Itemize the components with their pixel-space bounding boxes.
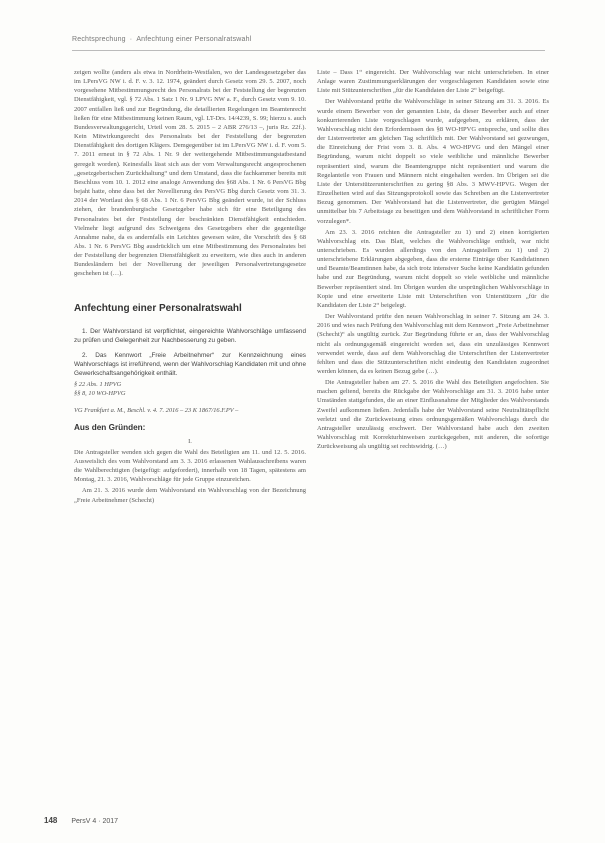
header-section: Rechtsprechung xyxy=(72,36,126,43)
body-paragraph: Der Wahlvorstand prüfte die Wahlvorschläge in seiner Sitzung am 31. 3. 2016. Es wurde einem Bewerber von der genannten Liste, da dieser Bewerber auch auf einer konkurrierenden Liste vorgeschlagen wurde, aufgegeben, zu erklären, dass der Wahlvorschlag nicht den Erfordernissen des §8 WO-HPVG entspreche, und sollte dies der Listenvertreter am gleichen Tag schriftlich mit. Der Wahlvorstand sei gezwungen, die Einreichung der Frist vom 3. 8. Abs. 4 WO-HPVG und den Mängel einer Begründung, warum nicht doppelt so viele weibliche und männliche Bewerber repräsentiert sind, warum die Beamtengruppe nicht repräsentiert und warum die Regelanteile von Frauen und Männern nicht eingehalten werden. Im Übrigen sei die Liste der Unterstützerunterschriften zu gering §8 Abs. 3 MWV-HPVG. Wegen der Einzelheiten wird auf das Sitzungsprotokoll sowie das Schreiben an die Listenvertreter Bezug genommen. Der Wahlvorstand hat die Listenvertreter, die gerügten Mängel unmittelbar bis 7 Arbeitstage zu beseitigen und dem Wahlvorstand in schriftlicher Form vorzulegen*. xyxy=(317,98,549,225)
court-citation: VG Frankfurt a. M., Beschl. v. 4. 7. 2016 – 23 K 1867/16.F.PV – xyxy=(74,406,239,414)
guideline-2: 2. Das Kennwort „Freie Arbeitnehmer“ zur Kennzeichnung eines Wahlvorschlags ist irreführend, wenn der Wahlvorschlag Kandidaten mit und ohne Gewerkschaftsangehörigkeit enthält. xyxy=(74,351,306,377)
header-rule xyxy=(72,50,545,51)
journal-name: PersV 4 · 2017 xyxy=(71,818,119,825)
body-paragraph: zeigen wollte (anders als etwa in Nordrhein-Westfalen, wo der Landesgesetzgeber das im LPersVG NW i. d. F. v. 3. 12. 1974, geändert durch Gesetz vom 29. 5. 2007, noch vorgesehene Mitbestimmungsrecht des Personalrats bei der Feststellung der begrenzten Dienstfähigkeit, vgl. § 72 Abs. 1 Satz 1 Nr. 9 LPVG NW a. F., durch Gesetz vom 9. 10. 2007 entfallen ließ und zur Begründung, die detaillierten Regelungen im Beamtenrecht ließen für eine Mitbestimmung keinen Raum, vgl. LT-Drs. 14/4239, S. 99; hierzu s. auch Bundesverwaltungsgericht, Urteil vom 28. 5. 2015 – 2 ABR 276/13 –, juris Rz. 22f.). Kein Mitwirkungsrecht des Personalrats bei der Feststellung der begrenzten Dienstfähigkeit des dortigen Klägers. Demgegenüber ist im LPersVG NW i. d. F. vom 5. 7. 2011 erneut in § 72 Abs. 1 Nr. 9 der weitergehende Mitbestimmungstatbestand geregelt worden). Keinesfalls lässt sich aus der vom Verwaltungsrecht angesprochenen „gesetzgeberischen Zurückhaltung“ und dem Umstand, dass die fachkammer bereits mit Beschluss vom 10. 1. 2012 eine analoge Anwendung des §68 Abs. 1 Nr. 6 PersVG Bbg bejaht hatte, ohne dass bei der Novellierung des PersVG Bbg durch Gesetz vom 31. 3. 2014 der Wortlaut des § 68 Abs. 1 Nr. 6 PersVG Bbg geändert wurde, ist der Schluss ziehen, der brandenburgische Gesetzgeber habe sich für eine Beteiligung des Personalrates bei der Feststellung der beschränkten Dienstfähigkeit entschieden. Vielmehr liegt aufgrund des Schweigens des Gesetzgebers eher die gegenteilige Annahme nahe, da es andernfalls ein Leichtes gewesen wäre, die Vorschrift des § 68 Abs. 1 Nr. 6 PersVG Bbg ausdrücklich um eine Mitbestimmung des Personalrates bei der Feststellung der begrenzten Dienstfähigkeit zu erweitern, wie dies auch in anderen Bundesländern bei der Novellierung der jeweiligen Personalvertretungsgesetze geschehen ist (…). xyxy=(74,69,306,278)
body-paragraph: Am 23. 3. 2016 reichten die Antragsteller zu 1) und 2) einen korrigierten Wahlvorschlag ein. Das Blatt, welches die Wahlvorschläge enthielt, war nicht unterschrieben. Es wurden allerdings von den Antragstellern zu 1) und 2) unterschriebene Erklärungen abgegeben, dass die ersterne Einträge über Kandidatinnen und Beamte/Beamtinnen habe, da sich trotz intensiver Suche keine Kandidatin gefunden habe und zur Begründung, warum nicht doppelt so viele weibliche und männliche Bewerber repräsentiert sind. Im Übrigen wurden die ursprünglichen Wahlvorschläge in Kopie und eine erweiterte Liste mit Unterschriften von Unterstützern „für die Kandidaten der Liste 2“ beigelegt. xyxy=(317,228,549,309)
body-paragraph: Die Antragsteller wenden sich gegen die Wahl des Beteiligten am 11. und 12. 5. 2016. Ausweislich des vom Wahlvorstand am 3. 3. 2016 erlassenen Wahlausschreibens waren die Wahlberechtigten (beigefügt: aufgefordert), innerhalb von 18 Tagen, spätestens am Montag, 21. 3. 2016, Wahlvorschläge für jede Gruppe einzureichen. xyxy=(74,448,306,484)
law-reference: § 22 Abs. 1 HPVG xyxy=(74,380,122,388)
body-paragraph: Der Wahlvorstand prüfte den neuen Wahlvorschlag in seiner 7. Sitzung am 24. 3. 2016 und wies nach Prüfung den Wahlvorschlag mit dem Kennwort „Freie Arbeitnehmer (Schecht)“ als ungültig zurück. Zur Begründung führte er an, dass der Wahlvorschlag nicht als ordnungsgemäß eingereicht worden sei, dass ein unzulässiges Kennwort verwendet werde, dass auf dem Wahlvorschlag die Unterschriften der Listenvertreter fehlten und dass die Stützunterschriften nicht eindeutig den Kandidaten zugeordnet werden können, da es keinen Bezug gebe (…). xyxy=(317,313,549,375)
running-header xyxy=(72,36,251,43)
right-column xyxy=(317,68,549,451)
body-paragraph: Liste – Dass 1“ eingereicht. Der Wahlvorschlag war nicht unterschrieben. In einer Anlage waren Zustimmungserklärungen der vorgeschlagenen Kandidaten sowie eine Liste mit Stützunterschriften „für die Kandidaten der Liste 2“ beigefügt. xyxy=(317,69,549,95)
page-number: 148 xyxy=(44,816,58,825)
header-separator: · xyxy=(129,36,133,43)
left-column xyxy=(74,68,306,505)
roman-numeral: I. xyxy=(188,437,192,445)
grounds-heading: Aus den Gründen: xyxy=(74,422,146,432)
section-title: Anfechtung einer Personalratswahl xyxy=(74,302,242,314)
guideline-1: 1. Der Wahlvorstand ist verpflichtet, eingereichte Wahlvorschläge umfassend zu prüfen und Gelegenheit zur Nachbesserung zu geben. xyxy=(74,327,306,344)
body-paragraph: Am 21. 3. 2016 wurde dem Wahlvorstand ein Wahlvorschlag von der Bezeichnung „Freie Arbeitnehmer (Schecht) xyxy=(74,487,306,504)
body-paragraph: Die Antragsteller haben am 27. 5. 2016 die Wahl des Beteiligten angefochten. Sie machen geltend, bereits die Rückgabe der Wahlvorschläge am 31. 3. 2016 habe unter Umständen stattgefunden, die an einer Einflussnahme der Mitglieder des Wahlvorstands Zweifel aufkommen ließen. Jedenfalls habe der Wahlvorstand seine Neutralitätspflicht verletzt und die Zurückweisung eines ordnungsgemäßen Wahlvorschlags durch die Antragsteller unzulässig erschwert. Der Wahlvorstand habe auch den zweiten Wahlvorschlag mit Korrekturhinweisen zurückgegeben, mit anderen, die sofortige Zurückweisung als ungültig sei rechtswidrig. (…) xyxy=(317,379,549,451)
header-topic: Anfechtung einer Personalratswahl xyxy=(136,36,252,43)
law-reference: §§ 8, 10 WO-HPVG xyxy=(74,389,126,397)
page-footer xyxy=(44,816,118,825)
